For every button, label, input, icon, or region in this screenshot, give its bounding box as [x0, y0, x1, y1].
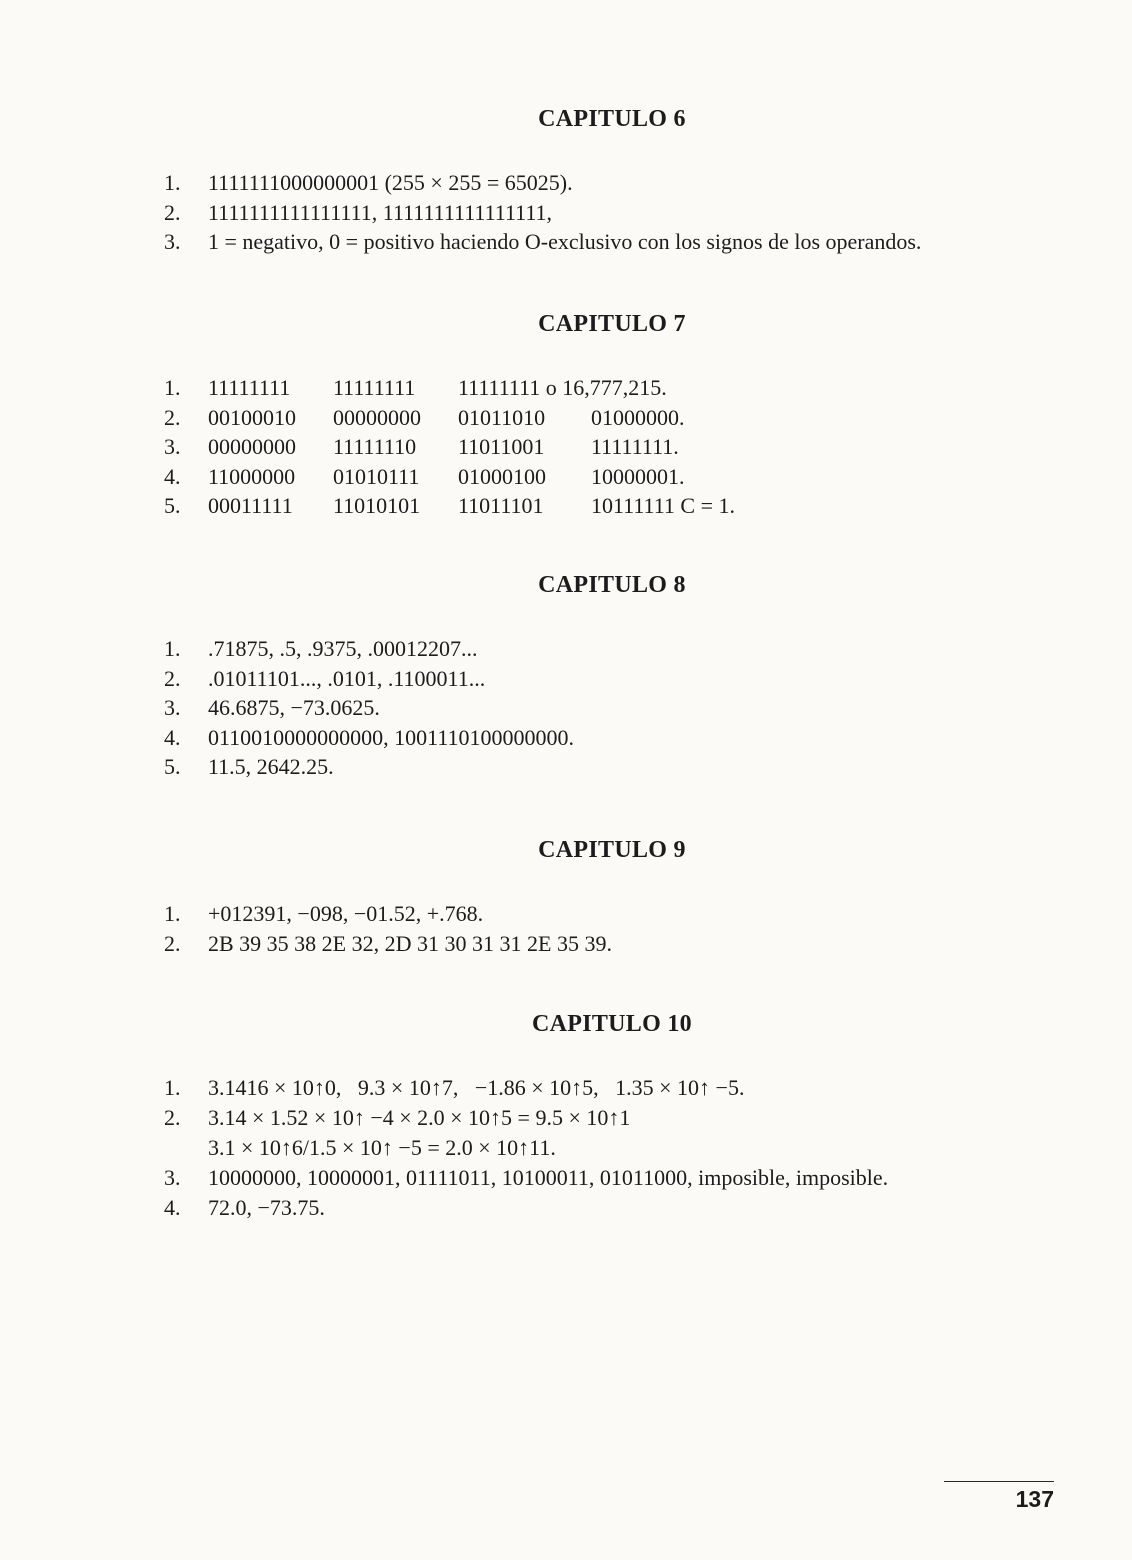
answer-text: 3.14 × 1.52 × 10↑ −4 × 2.0 × 10↑5 = 9.5 × 10↑1 [208, 1105, 631, 1130]
answer-item [164, 1193, 1064, 1223]
answer-number: 1. [164, 1075, 181, 1100]
answer-number: 4. [164, 1195, 181, 1220]
answer-item [164, 1133, 1064, 1163]
answer-number: 2. [164, 665, 181, 691]
answer-text: 1111111111111111, 1111111111111111, [208, 199, 553, 225]
chapter-heading: CAPITULO 9 [538, 837, 686, 863]
binary-byte: 01000000. [591, 404, 685, 430]
answer-text: 46.6875, −73.0625. [208, 695, 380, 720]
binary-row [208, 491, 1064, 521]
answer-number: 4. [164, 724, 181, 750]
binary-byte: 01010111 [333, 463, 420, 489]
answer-number: 5. [164, 493, 181, 518]
answer-number: 2. [164, 1105, 181, 1130]
answer-number: 3. [164, 695, 181, 720]
binary-byte: 00000000 [333, 404, 421, 430]
answer-item [164, 899, 1064, 929]
answer-number [164, 1133, 208, 1163]
answer-number: 1. [164, 901, 181, 926]
binary-row [208, 432, 1064, 462]
answer-item [164, 403, 1064, 433]
chapter-8 [164, 570, 1064, 782]
answer-number: 3. [164, 434, 181, 459]
answer-number: 2. [164, 199, 181, 225]
answer-item [164, 693, 1064, 723]
answer-item [164, 168, 1064, 198]
answer-item [164, 664, 1064, 694]
answer-text: 2B 39 35 38 2E 32, 2D 31 30 31 31 2E 35 39. [208, 930, 612, 956]
answer-list [164, 1073, 1064, 1223]
answer-item [164, 1163, 1064, 1193]
binary-byte: 10000001. [591, 463, 685, 489]
chapter-7 [164, 309, 1064, 521]
answer-text: 3.1416 × 10↑0, 9.3 × 10↑7, −1.86 × 10↑5, 1.35 × 10↑ −5. [208, 1075, 745, 1100]
binary-byte: 00000000 [208, 434, 296, 459]
answer-text: 3.1 × 10↑6/1.5 × 10↑ −5 = 2.0 × 10↑11. [208, 1135, 556, 1160]
answer-item [164, 462, 1064, 492]
answer-list [164, 168, 1064, 257]
binary-byte: 11111111 [208, 375, 291, 400]
answer-number: 1. [164, 170, 181, 195]
binary-byte: 01000100 [458, 463, 546, 489]
binary-row [208, 373, 1064, 403]
answer-item [164, 432, 1064, 462]
answer-text: .01011101..., .0101, .1100011... [208, 665, 486, 691]
binary-byte: 01011010 [458, 404, 546, 430]
answer-text: 10000000, 10000001, 01111011, 10100011, 01011000, imposible, imposible. [208, 1165, 889, 1190]
binary-byte: 00011111 [208, 493, 293, 518]
answer-text: +012391, −098, −01.52, +.768. [208, 901, 484, 926]
answer-list [164, 634, 1064, 782]
answer-item [164, 1073, 1064, 1103]
page-number: 137 [1015, 1486, 1054, 1512]
answer-text: .71875, .5, .9375, .00012207... [208, 636, 478, 661]
binary-byte: 11111111 o 16,777,215. [458, 375, 667, 400]
answer-number: 3. [164, 1165, 181, 1190]
answer-text: 1 = negativo, 0 = positivo haciendo O-exclusivo con los signos de los operandos. [208, 229, 922, 254]
answer-list [164, 373, 1064, 521]
chapter-heading: CAPITULO 10 [532, 1011, 692, 1037]
chapter-10 [164, 1009, 1064, 1223]
binary-byte: 11011001 [458, 434, 545, 459]
answer-text: 1111111000000001 (255 × 255 = 65025). [208, 170, 573, 195]
chapter-6 [164, 104, 1064, 257]
binary-row [208, 403, 1064, 433]
answer-number: 3. [164, 229, 181, 254]
answer-number: 5. [164, 754, 181, 779]
answer-item [164, 929, 1064, 959]
binary-byte: 11010101 [333, 493, 421, 518]
answer-number: 2. [164, 404, 181, 430]
binary-byte: 11011101 [458, 493, 544, 518]
answer-text: 0110010000000000, 1001110100000000. [208, 724, 575, 750]
answer-text: 11.5, 2642.25. [208, 754, 334, 779]
chapter-heading: CAPITULO 6 [538, 106, 686, 132]
answer-item [164, 1103, 1064, 1133]
chapter-heading: CAPITULO 7 [538, 311, 686, 337]
answer-text: 72.0, −73.75. [208, 1195, 325, 1220]
answer-item [164, 227, 1064, 257]
answer-number: 4. [164, 463, 181, 489]
binary-byte: 10111111 C = 1. [591, 493, 735, 518]
answer-item [164, 634, 1064, 664]
answer-number: 1. [164, 375, 181, 400]
binary-byte: 11000000 [208, 463, 296, 489]
answer-item [164, 752, 1064, 782]
chapter-heading: CAPITULO 8 [538, 572, 686, 598]
answer-item [164, 491, 1064, 521]
answer-item [164, 373, 1064, 403]
binary-byte: 11111110 [333, 434, 417, 459]
answer-item [164, 723, 1064, 753]
binary-byte: 11111111 [333, 375, 416, 400]
answer-item [164, 198, 1064, 228]
answer-list [164, 899, 1064, 958]
chapter-9 [164, 835, 1064, 958]
page-number-rule [944, 1481, 1054, 1482]
answer-number: 1. [164, 636, 181, 661]
binary-byte: 00100010 [208, 404, 296, 430]
answer-number: 2. [164, 930, 181, 956]
binary-byte: 11111111. [591, 434, 679, 459]
binary-row [208, 462, 1064, 492]
